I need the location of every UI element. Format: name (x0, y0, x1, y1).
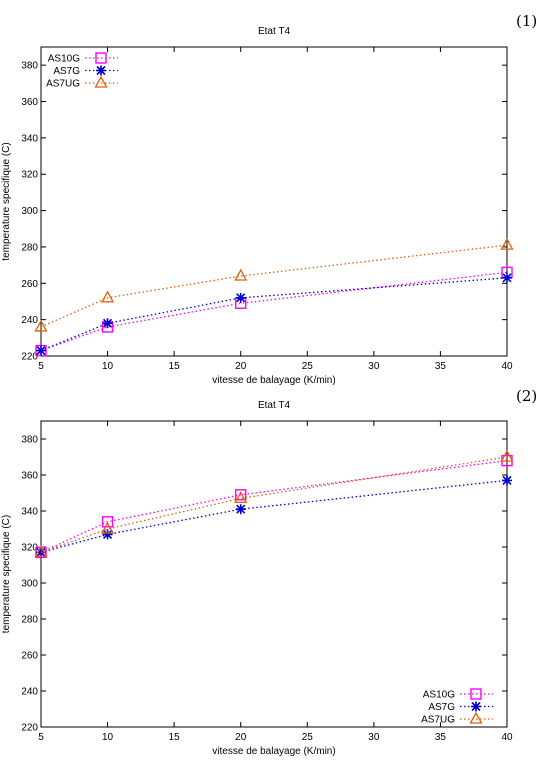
x-tick-label: 25 (301, 361, 313, 372)
x-tick-label: 20 (235, 361, 247, 372)
y-tick-label: 240 (21, 686, 38, 698)
data-point-AS7G (502, 273, 512, 283)
chart-title: Etat T4 (257, 26, 291, 37)
data-point-AS7G (103, 529, 113, 539)
y-tick-label: 340 (21, 506, 38, 518)
data-point-AS7G (103, 318, 113, 328)
legend-label-AS7UG: AS7UG (46, 78, 80, 90)
data-point-AS7G (236, 504, 246, 514)
x-tick-label: 10 (102, 361, 114, 372)
x-tick-label: 20 (235, 732, 247, 743)
x-axis-label: vitesse de balayage (K/min) (212, 746, 336, 757)
legend-marker-AS7G (471, 702, 481, 712)
plot-frame (41, 421, 507, 727)
y-tick-label: 260 (21, 278, 38, 290)
legend-label-AS10G: AS10G (47, 53, 80, 65)
x-tick-label: 25 (301, 732, 313, 743)
legend-label-AS7UG: AS7UG (421, 714, 455, 726)
y-tick-label: 300 (21, 206, 38, 218)
legend-label-AS7G: AS7G (428, 702, 455, 713)
y-tick-label: 260 (21, 650, 38, 662)
y-tick-label: 300 (21, 578, 38, 590)
plot-frame (41, 47, 507, 356)
y-tick-label: 220 (21, 722, 38, 734)
legend-label-AS10G: AS10G (422, 689, 455, 701)
x-tick-label: 35 (434, 732, 446, 743)
y-tick-label: 380 (21, 434, 38, 446)
chart-title: Etat T4 (257, 400, 291, 411)
series-line-AS7G (41, 278, 507, 351)
data-point-AS7G (36, 346, 46, 356)
legend-marker-AS7G (96, 66, 106, 76)
panel-label-1: (1) (516, 12, 538, 30)
data-point-AS7UG (235, 270, 246, 280)
y-tick-label: 380 (21, 60, 38, 72)
data-point-AS7G (236, 293, 246, 303)
legend-marker-AS7UG (471, 713, 482, 723)
y-tick-label: 320 (21, 542, 38, 554)
y-tick-label: 340 (21, 133, 38, 145)
legend-label-AS7G: AS7G (53, 66, 80, 77)
x-tick-label: 30 (368, 732, 380, 743)
series-line-AS7UG (41, 245, 507, 327)
x-tick-label: 35 (434, 361, 446, 372)
data-point-AS7G (502, 475, 512, 485)
x-tick-label: 40 (501, 361, 513, 372)
x-tick-label: 15 (168, 732, 180, 743)
x-tick-label: 15 (168, 361, 180, 372)
legend-marker-AS7UG (96, 77, 107, 87)
x-tick-label: 30 (368, 361, 380, 372)
panel-label-2: (2) (516, 387, 538, 405)
y-tick-label: 240 (21, 315, 38, 327)
series-line-AS10G (41, 272, 507, 350)
x-axis-label: vitesse de balayage (K/min) (212, 375, 336, 386)
x-tick-label: 5 (38, 732, 44, 743)
y-tick-label: 280 (21, 242, 38, 254)
y-tick-label: 360 (21, 97, 38, 109)
x-tick-label: 10 (102, 732, 114, 743)
y-tick-label: 220 (21, 351, 38, 363)
y-axis-label: temperature specifique (C) (1, 514, 12, 634)
x-tick-label: 40 (501, 732, 513, 743)
y-tick-label: 360 (21, 470, 38, 482)
x-tick-label: 5 (38, 361, 44, 372)
y-axis-label: temperature specifique (C) (1, 142, 12, 261)
y-tick-label: 320 (21, 169, 38, 181)
y-tick-label: 280 (21, 614, 38, 626)
